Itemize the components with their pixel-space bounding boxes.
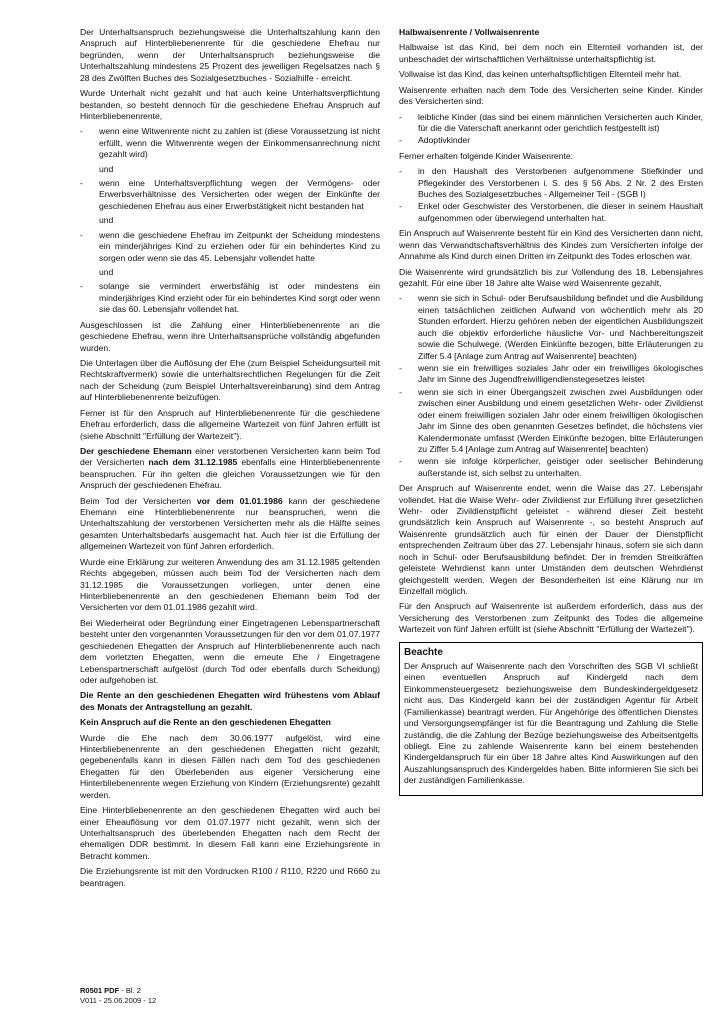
list-dash: - <box>399 386 402 397</box>
paragraph: Die Erziehungsrente ist mit den Vordrucken R100 / R110, R220 und R660 zu beantragen. <box>80 866 380 888</box>
paragraph: Vollwaise ist das Kind, das keinen unterhaltspflichtigen Elternteil mehr hat. <box>399 69 682 80</box>
paragraph: Ausgeschlossen ist die Zahlung einer Hinterbliebenenrente an die geschiedene Ehefrau, wenn ihre Unterhaltsansprüche vollständig abgefunden wurden. <box>80 319 380 353</box>
section-heading: Halbwaisenrente / Vollwaisenrente <box>399 27 540 37</box>
list-dash: - <box>399 166 402 177</box>
notice-title: Beachte <box>404 646 443 658</box>
list-item-text: Enkel oder Geschwister des Verstorbenen, die dieser in seinem Haushalt aufgenommen oder überwiegend unterhalten hat. <box>418 201 703 223</box>
list-dash: - <box>399 293 402 304</box>
text-span: kann der geschiedene Ehemann eine Hinterbliebenenrente nur beanspruchen, wenn die Unterhaltszahlung der verstorbenen Versicherten mehr als die Hälfte seines gesamten Unterhaltsbedarfs ausgemacht hat. Auch hier ist die Erfüllung der allgemeinen Wartezeit von fünf Jahren erforderlich. <box>80 495 380 552</box>
list-item-text: solange sie vermindert erwerbsfähig ist oder mindestens ein minderjähriges Kind erzieht oder für ein behindertes Kind sorgt oder wenn sie das 60. Lebensjahr vollendet hat. <box>99 281 380 315</box>
list-dash: - <box>399 201 402 212</box>
list-item <box>80 178 380 212</box>
age-condition-list <box>399 293 703 479</box>
paragraph: Ferner ist für den Anspruch auf Hinterbliebenenrente für die geschiedene Ehefrau erforderlich, dass die allgemeine Wartezeit von fünf Jahren erfüllt ist (siehe Abschnitt "Erfüllung der Wartezeit"). <box>80 407 380 441</box>
list-dash: - <box>80 178 83 189</box>
list-item-text: wenn sie infolge körperlicher, geistiger oder seelischer Behinderung außerstande ist, sich selbst zu unterhalten. <box>418 456 703 478</box>
list-item <box>399 201 703 224</box>
paragraph: Halbwaise ist das Kind, bei dem noch ein Elternteil vorhanden ist, der unbeschadet der wirtschaftlichen Verhältnisse unterhaltspflichtig ist. <box>399 42 703 64</box>
list-dash: - <box>399 135 402 146</box>
paragraph: Wurde Unterhalt nicht gezahlt und hat auch keine Unterhaltsverpflichtung bestanden, so besteht dennoch für die geschiedene Ehefrau Anspruch auf Hinterbliebenenrente, <box>80 88 380 121</box>
list-item-text: wenn die geschiedene Ehefrau im Zeitpunkt der Scheidung mindestens ein minderjähriges Kind zu erziehen oder für ein behindertes Kind zu sorgen oder wenn sie das 45. Lebensjahr vollendet hatte <box>99 229 380 263</box>
form-code-line <box>80 986 156 996</box>
paragraph: Waisenrente erhalten nach dem Tode des Versicherten seine Kinder. Kinder des Versicherten sind: <box>399 84 703 107</box>
paragraph: Ferner erhalten folgende Kinder Waisenrente: <box>399 150 574 161</box>
paragraph: Für den Anspruch auf Waisenrente ist außerdem erforderlich, dass aus der Versicherung des Verstorbenen zum Zeitpunkt des Todes die allgemeine Wartezeit von fünf Jahren erfüllt ist (siehe Abschnitt "Erfüllung der Wartezeit"). <box>399 601 703 635</box>
paragraph: Bei Wiederheirat oder Begründung einer Eingetragenen Lebenspartnerschaft besteht unter den vorgenannten Voraussetzungen für den vor dem 01.07.1977 geschiedenen Ehegatten der Anspruch auf Hinterbliebenenrente auch nach dem vorletzten Ehegatten, wenn die erneute Ehe / Eingetragene Lebenspartnerschaft aufgelöst (durch Tod oder ebenfalls durch Scheidung) oder aufgehoben ist. <box>80 617 380 685</box>
list-item <box>399 293 703 362</box>
list-dash: - <box>80 126 83 137</box>
list-item-text: leibliche Kinder (das sind bei einem männlichen Versicherten auch Kinder, für die die Vaterschaft anerkannt oder gerichtlich festgestellt ist) <box>418 111 703 133</box>
section-heading: Kein Anspruch auf die Rente an den geschiedenen Ehegatten <box>80 717 331 728</box>
version-line: V011 - 25.06.2009 - 12 <box>80 995 157 1005</box>
list-item <box>399 166 703 200</box>
further-children-list <box>399 166 703 224</box>
list-item-text: wenn sie ein freiwilliges soziales Jahr oder ein freiwilliges ökologisches Jahr im Sinne des Jugendfreiwilligendienstegesetzes leistet <box>418 362 703 385</box>
list-item-text: wenn sie sich in einer Übergangszeit zwischen zwei Ausbildungen oder zwischen einer Ausbildung und einem gesetzlichen Wehr- oder Zivildienst oder einem freiwilligen sozialen Jahr oder einem freiwilligen ökologischen Jahr im Sinne des oben genannten Gesetzes befindet, die höchstens vier Kalendermonate umfasst (Werden Einkünfte bezogen, bitte Erläuterungen zu Ziffer 5.4 [Anlage zum Antrag auf Waisenrente] beachten) <box>418 386 703 454</box>
list-item-text: wenn eine Unterhaltsverpflichtung wegen der Vermögens- oder Erwerbsverhältnisse des Versicherten oder wegen der Einkünfte der geschiedenen Ehefrau aus einer Erwerbstätigkeit nicht bestanden hat <box>99 178 380 211</box>
notice-box <box>399 642 703 796</box>
notice-text: Der Anspruch auf Waisenrente nach den Vorschriften des SGB VI schließt einen eventuellen Anspruch auf Kindergeld nach dem Einkommensteuergesetz beziehungsweise dem Bundeskindergeldgesetz nicht aus. Das Kindergeld kann bei der zuständigen Agentur für Arbeit (Familienkasse) beantragt werden. Für Angehörige des öffentlichen Dienstes und Versorgungsempfänger ist für die Beantragung und Zahlung die Stelle zuständig, die die Zahlung der Bezüge beziehungsweise des Arbeitsentgelts obliegt. Eine zu zahlende Waisenrente kann bei einem bestehenden Kindergeldanspruch für ein über 18 Jahre altes Kind Auswirkungen auf den Auszahlungsanspruch des Kindergeldes haben. Bitte informieren Sie sich bei der zuständigen Familienkasse. <box>404 660 698 786</box>
list-item-text: in den Haushalt des Verstorbenen aufgenommene Stiefkinder und Pflegekinder des Verstorbenen i. S. des § 56 Abs. 2 Nr. 2 des Ersten Buches des Sozialgesetzbuches - Allgemeiner Teil - (SGB I) <box>418 166 703 200</box>
conjunction: und <box>99 215 114 226</box>
list-dash: - <box>399 111 402 122</box>
text-span: Beim Tod der Versicherten <box>80 495 197 506</box>
paragraph: Der Unterhaltsanspruch beziehungsweise die Unterhaltszahlung kann den Anspruch auf Hinterbliebenenrente für die geschiedene Ehefrau nur begründen, wenn der Unterhaltsanspruch beziehungsweise die Unterhaltszahlung mindestens 25 Prozent des jeweiligen Regelsatzes nach § 28 des Zwölften Buches des Sozialgesetzbuches - Sozialhilfe - erreicht. <box>80 27 380 83</box>
list-item <box>399 387 703 456</box>
list-dash: - <box>80 281 83 292</box>
bold-text: Der geschiedene Ehemann <box>80 445 192 456</box>
left-column <box>80 27 380 893</box>
list-dash: - <box>80 229 83 240</box>
list-item-text: Adoptivkinder <box>418 135 471 146</box>
paragraph: Die Waisenrente wird grundsätzlich bis zur Vollendung des 18. Lebensjahres gezahlt. Für eine über 18 Jahre alte Waise wird Waisenrente gezahlt, <box>399 266 703 289</box>
list-item <box>399 456 703 479</box>
paragraph: Eine Hinterbliebenenrente an den geschiedenen Ehegatten wird auch bei einer Eheauflösung vor dem 01.07.1977 nicht gezahlt, wenn sich der Unterhaltsanspruch des überlebenden Ehegatten nach dem Recht der ehemaligen DDR bestimmt. In diesem Fall kann eine Erziehungsrente in Betracht kommen. <box>80 805 380 861</box>
list-item <box>399 363 703 386</box>
conjunction: und <box>99 267 114 278</box>
list-item <box>80 281 380 315</box>
page-footer <box>80 986 156 1006</box>
list-dash: - <box>399 456 402 467</box>
list-dash: - <box>399 362 402 373</box>
text-span: ebenfalls eine Hinterbliebenenrente beanspruchen. Für ihn gelten die gleichen Voraussetzungen wie für den Anspruch der geschiedenen Ehefrau. <box>80 457 380 491</box>
form-code: R0501 PDF <box>80 986 120 995</box>
paragraph: Ein Anspruch auf Waisenrente besteht für ein Kind des Versicherten dann nicht, wenn das Verwandtschaftsverhältnis des Kindes zum Versicherten infolge der Annahme als Kind durch einen Dritten im Zeitpunkt des Todes erloschen war. <box>399 228 703 262</box>
list-item <box>399 112 703 135</box>
paragraph <box>80 496 380 553</box>
paragraph <box>80 446 380 492</box>
bold-text: nach dem 31.12.1985 <box>148 457 238 468</box>
right-column <box>399 27 703 796</box>
paragraph: Der Anspruch auf Waisenrente endet, wenn die Waise das 27. Lebensjahr vollendet. Hat die Waise Wehr- oder Zivildienst zur Erfüllung ihrer gesetzlichen Wehr- oder Zivildienstpflicht geleistet - während dieser Zeit besteht grundsätzlich kein Anspruch auf Waisenrente -, so besteht Anspruch auf Waisenrente grundsätzlich auch für einen der Dauer der Dienstpflicht entsprechenden Zeitraum über das 27. Lebensjahr hinaus, sofern sie sich dann noch in Schul- oder Berufsausbildung befindet. Der in fremden Streitkräften geleistete Wehrdienst kann unter Umständen dem deutschen Wehrdienst gleichgestellt werden. Wegen der Besonderheiten ist eine Klärung nur im Einzelfall möglich. <box>399 483 703 596</box>
paragraph: Wurde eine Erklärung zur weiteren Anwendung des am 31.12.1985 geltenden Rechts abgegeben, müssen auch beim Tod der Versicherten nach dem 31.12.1985 die Voraussetzungen vorliegen, unter denen eine Hinterbliebenenrente an den geschiedenen Ehemann beim Tod der Versicherten vor dem 01.01.1986 gezahlt wird. <box>80 556 380 613</box>
list-item-text: wenn eine Witwenrente nicht zu zahlen ist (diese Voraussetzung ist nicht erfüllt, wenn die Witwenrente wegen der Einkommensanrechnung nicht gezahlt wird) <box>99 126 380 160</box>
paragraph: Wurde die Ehe nach dem 30.06.1977 aufgelöst, wird eine Hinterbliebenenrente an den geschiedenen Ehegatten nicht gezahlt; gegebenenfalls kann in diesen Fällen nach dem Tod des geschiedenen Ehegatten für den Überlebenden aus eigener Versicherung eine Hinterbliebenenrente wegen Erziehung von Kindern (Erziehungsrente) gezahlt werden. <box>80 732 380 800</box>
list-item <box>399 135 703 146</box>
list-item <box>80 126 380 160</box>
bold-text: vor dem 01.01.1986 <box>196 495 283 506</box>
conjunction: und <box>99 163 114 174</box>
sheet-number: - Bl. 2 <box>119 986 141 995</box>
list-item-text: wenn sie sich in Schul- oder Berufsausbildung befindet und die Ausbildung einen tatsächlichen zeitlichen Aufwand von wöchentlich mehr als 20 Stunden erfordert. Hierzu gehören neben der eigentlichen Ausbildungszeit auch die objektiv erforderliche häusliche Vor- und Nachbereitungszeit sowie die Schulwege. (Werden Einkünfte bezogen, bitte Erläuterungen zu Ziffer 5.4 [Anlage zum Antrag auf Waisenrente] beachten) <box>418 293 703 361</box>
text-span: einer verstorbenen Versicherten kann beim Tod der Versicherten <box>80 445 380 468</box>
children-list <box>399 112 703 147</box>
bold-paragraph: Die Rente an den geschiedenen Ehegatten wird frühestens vom Ablauf des Monats der Antragstellung an gezahlt. <box>80 690 380 712</box>
paragraph: Die Unterlagen über die Auflösung der Ehe (zum Beispiel Scheidungsurteil mit Rechtskraftvermerk) sowie die unterhaltsrechtlichen Regelungen für die Zeit nach der Scheidung (zum Beispiel Unterhaltsvereinbarung) sind dem Antrag auf Hinterbliebenenrente beizufügen. <box>80 357 380 403</box>
condition-list <box>80 126 380 315</box>
list-item <box>80 230 380 264</box>
